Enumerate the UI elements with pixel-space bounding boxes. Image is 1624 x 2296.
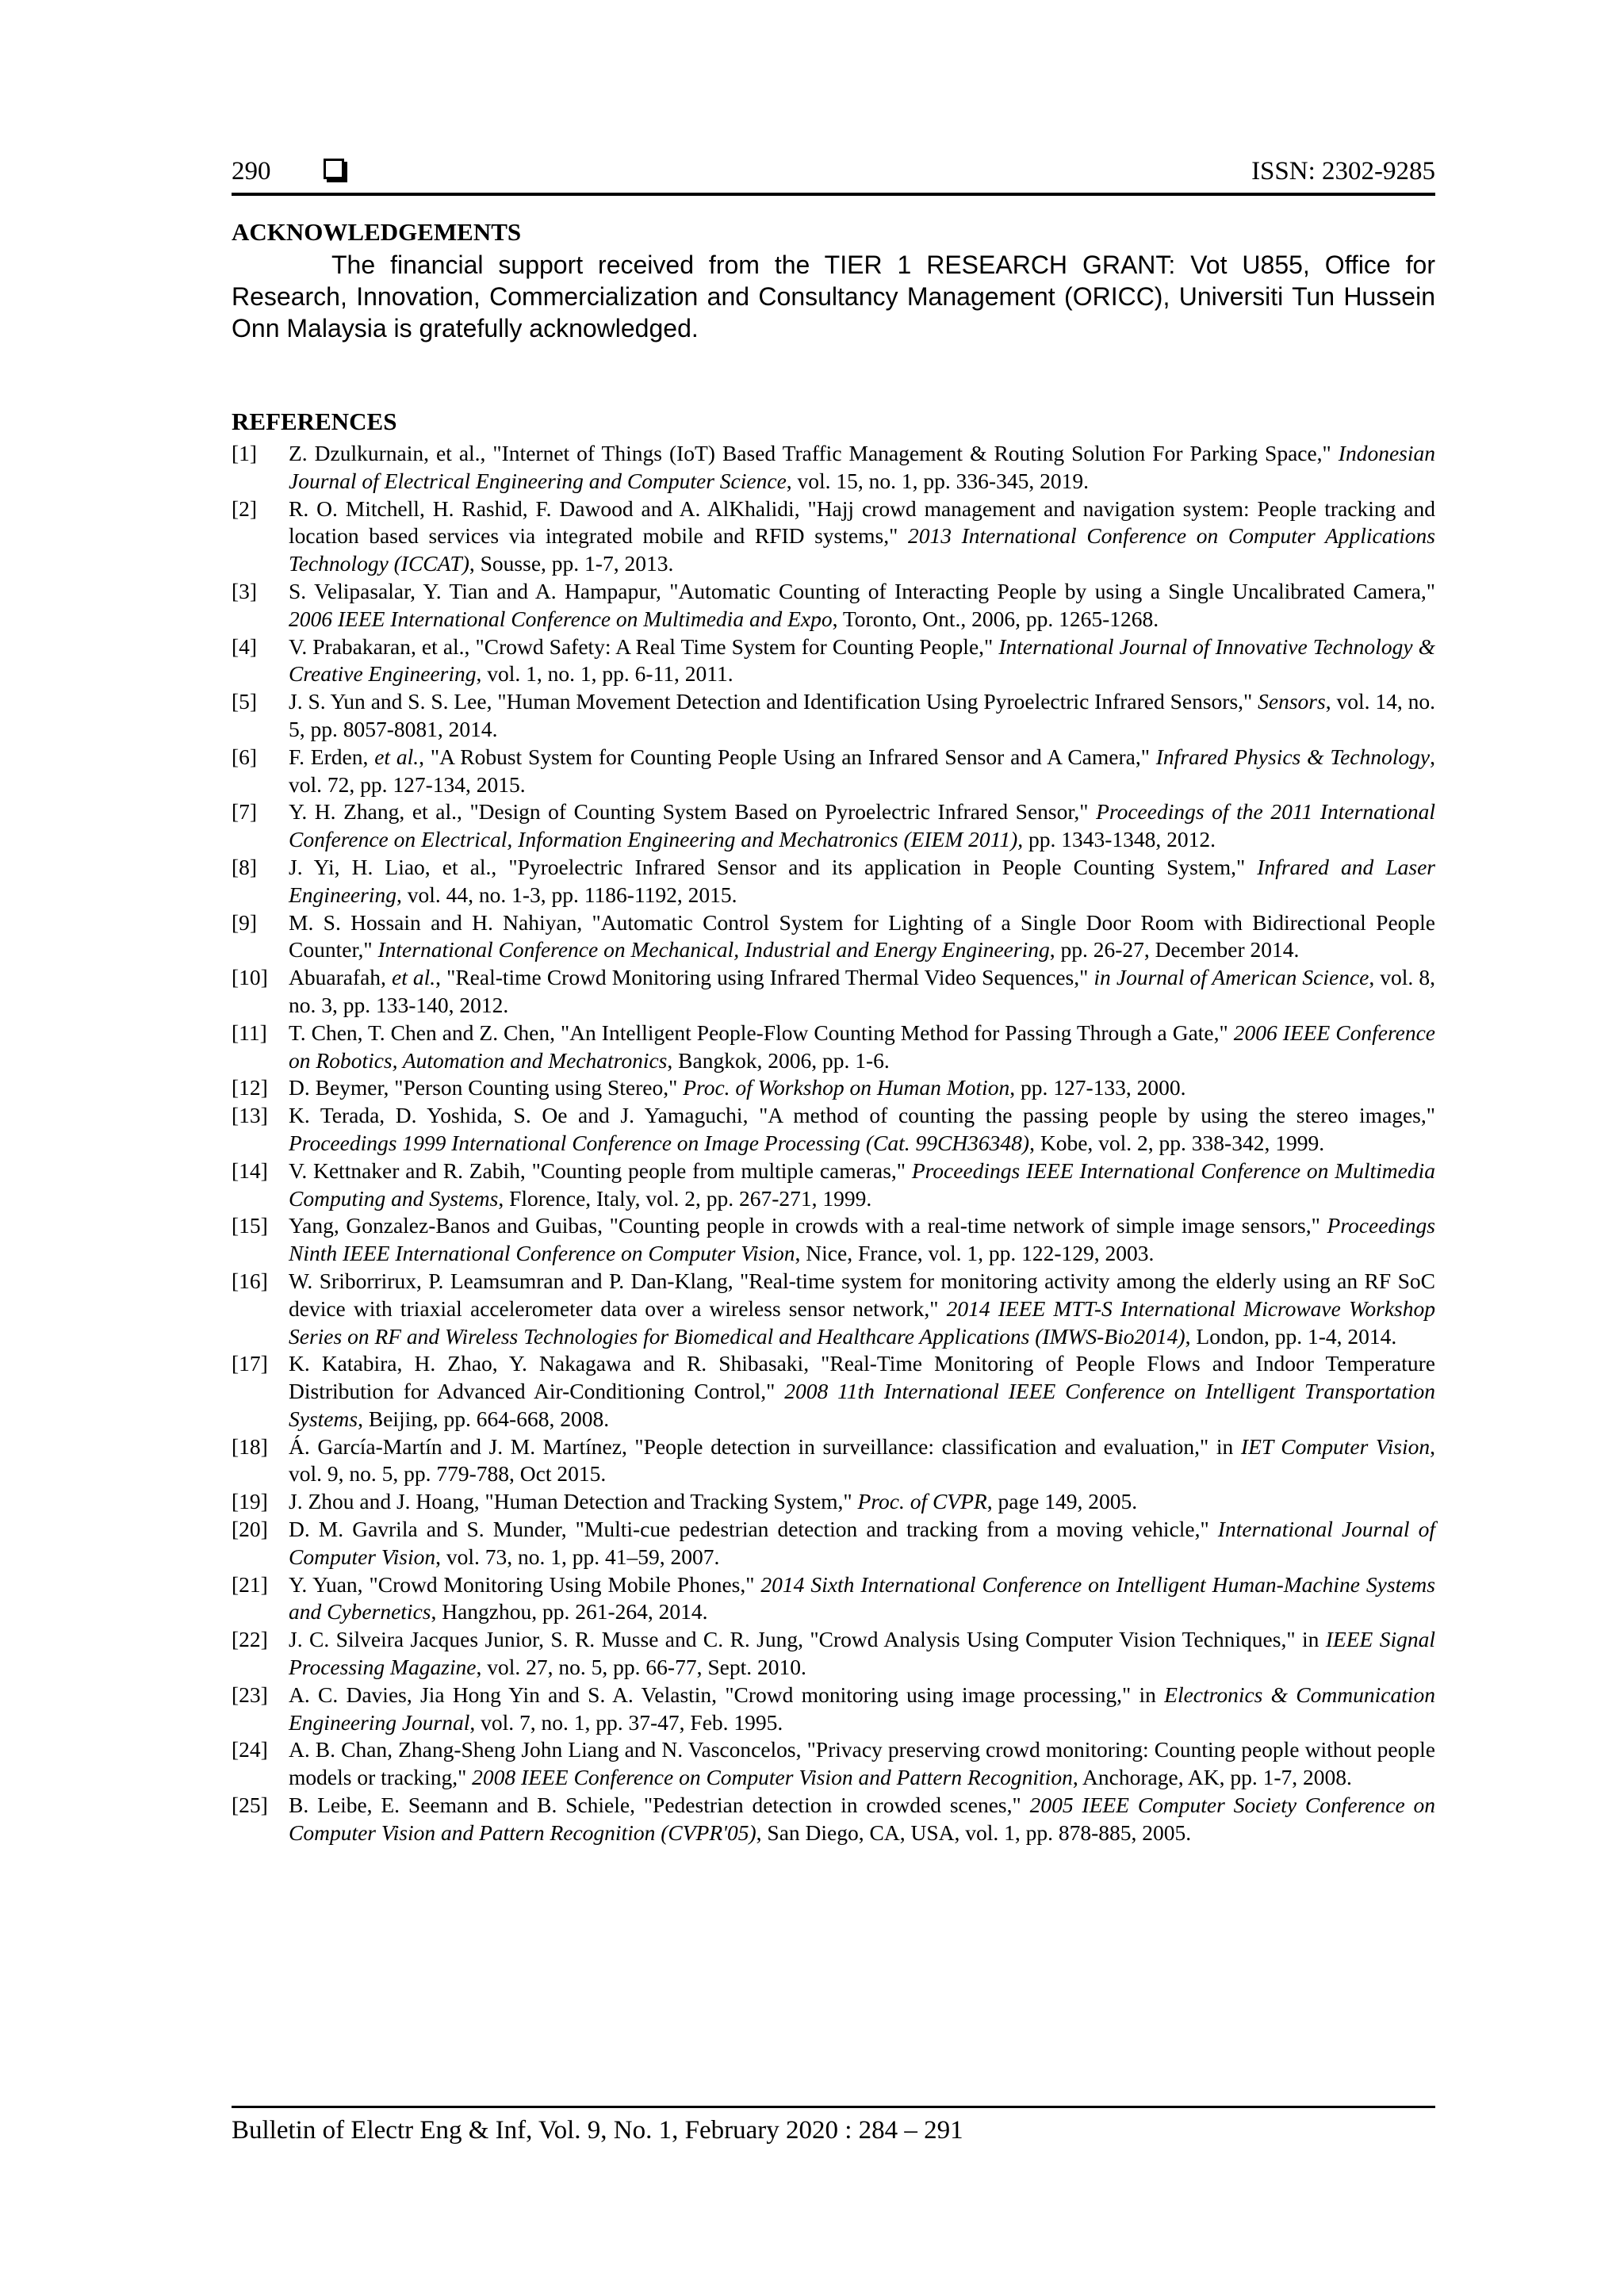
reference-number: [24] bbox=[232, 1737, 268, 1762]
reference-venue: Proc. of Workshop on Human Motion bbox=[683, 1075, 1010, 1100]
reference-authors-title: Yang, Gonzalez-Banos and Guibas, "Counting people in crowds with a real-time network of simple image sensors," bbox=[289, 1213, 1327, 1238]
reference-venue: 2014 IEEE MTT-S International Microwave Workshop Series on RF and Wireless Technologies for Biomedical and Healthcare Applications (IMWS-Bio2014) bbox=[289, 1295, 1435, 1349]
reference-authors-title: B. Leibe, E. Seemann and B. Schiele, "Pedestrian detection in crowded scenes," bbox=[289, 1793, 1030, 1818]
reference-authors-title: Á. García-Martín and J. M. Martínez, "People detection in surveillance: classification and evaluation," in bbox=[289, 1433, 1241, 1459]
reference-item bbox=[232, 1158, 1435, 1213]
reference-venue: Proceedings IEEE International Conference on Multimedia Computing and Systems bbox=[289, 1158, 1435, 1211]
reference-item bbox=[232, 1102, 1435, 1158]
reference-number: [14] bbox=[232, 1158, 268, 1183]
reference-venue: 2006 IEEE International Conference on Multimedia and Expo bbox=[289, 606, 833, 631]
reference-authors-title: W. Sriborrirux, P. Leamsumran and P. Dan-Klang, "Real-time system for monitoring activity among the elderly using an RF SoC device with triaxial accelerometer data over a wireless sensor network," bbox=[289, 1268, 1435, 1321]
reference-etal: et al. bbox=[391, 965, 436, 990]
reference-authors-title: A. C. Davies, Jia Hong Yin and S. A. Velastin, "Crowd monitoring using image processing," in bbox=[289, 1682, 1165, 1707]
reference-venue: 2008 11th International IEEE Conference on Intelligent Transportation Systems bbox=[289, 1379, 1435, 1431]
reference-number: [10] bbox=[232, 965, 268, 990]
reference-venue: Infrared and Laser Engineering bbox=[289, 854, 1435, 907]
reference-number: [8] bbox=[232, 854, 258, 879]
reference-number: [3] bbox=[232, 578, 258, 603]
reference-venue: 2008 IEEE Conference on Computer Vision and Pattern Recognition bbox=[472, 1765, 1073, 1790]
reference-authors-title: V. Prabakaran, et al., "Crowd Safety: A Real Time System for Counting People," bbox=[289, 633, 999, 659]
page-number: 290 bbox=[232, 157, 271, 186]
issn-label: ISSN: 2302-9285 bbox=[1251, 157, 1435, 186]
reference-number: [12] bbox=[232, 1075, 268, 1100]
reference-details: , vol. 15, no. 1, pp. 336-345, 2019. bbox=[786, 468, 1089, 493]
reference-details: , pp. 26-27, December 2014. bbox=[1049, 937, 1300, 962]
reference-details: , London, pp. 1-4, 2014. bbox=[1185, 1323, 1397, 1349]
reference-details: , Florence, Italy, vol. 2, pp. 267-271, 1999. bbox=[498, 1185, 872, 1211]
reference-number: [1] bbox=[232, 441, 258, 465]
reference-venue: International Conference on Mechanical, Industrial and Energy Engineering bbox=[377, 937, 1050, 962]
reference-venue: Proceedings 1999 International Conference on Image Processing (Cat. 99CH36348) bbox=[289, 1130, 1030, 1155]
reference-authors-title: K. Terada, D. Yoshida, S. Oe and J. Yamaguchi, "A method of counting the passing people by using the stereo images," bbox=[289, 1103, 1435, 1128]
reference-item bbox=[232, 1792, 1435, 1847]
reference-number: [19] bbox=[232, 1489, 268, 1514]
reference-item bbox=[232, 1074, 1435, 1102]
reference-item bbox=[232, 1736, 1435, 1792]
reference-authors-title: J. S. Yun and S. S. Lee, "Human Movement Detection and Identification Using Pyroelectric Infrared Sensors," bbox=[289, 689, 1258, 714]
reference-details: , pp. 127-133, 2000. bbox=[1009, 1075, 1186, 1100]
reference-details: , Toronto, Ont., 2006, pp. 1265-1268. bbox=[832, 606, 1159, 631]
acknowledgements-text: The financial support received from the TIER 1 RESEARCH GRANT: Vot U855, Office for Research, Innovation, Commercialization and Consultancy Management (ORICC), Universiti Tun Hussein Onn Malaysia is gratefully acknowledged. bbox=[232, 251, 1435, 342]
reference-venue: Proceedings of the 2011 International Conference on Electrical, Information Engineering and Mechatronics (EIEM 2011), bbox=[289, 799, 1435, 852]
acknowledgements-body bbox=[232, 249, 1435, 344]
references-heading: REFERENCES bbox=[232, 408, 397, 435]
reference-number: [23] bbox=[232, 1682, 268, 1707]
reference-list bbox=[232, 440, 1435, 1847]
reference-number: [22] bbox=[232, 1627, 268, 1652]
reference-details: , Bangkok, 2006, pp. 1-6. bbox=[667, 1047, 890, 1073]
reference-number: [20] bbox=[232, 1517, 268, 1542]
reference-number: [5] bbox=[232, 689, 258, 714]
reference-authors-title: J. Yi, H. Liao, et al., "Pyroelectric Infrared Sensor and its application in People Counting System," bbox=[289, 854, 1258, 879]
reference-details: , vol. 8, no. 3, pp. 133-140, 2012. bbox=[289, 965, 1435, 1017]
reference-number: [17] bbox=[232, 1351, 268, 1376]
footer-rule bbox=[232, 2106, 1435, 2108]
reference-item bbox=[232, 1488, 1435, 1516]
reference-details: , vol. 44, no. 1-3, pp. 1186-1192, 2015. bbox=[396, 882, 737, 907]
reference-details: pp. 1343-1348, 2012. bbox=[1023, 827, 1216, 852]
reference-details: , vol. 7, no. 1, pp. 37-47, Feb. 1995. bbox=[469, 1709, 783, 1735]
reference-venue: Indonesian Journal of Electrical Engineering and Computer Science bbox=[289, 441, 1435, 493]
header-rule bbox=[232, 193, 1435, 196]
reference-details: , vol. 9, no. 5, pp. 779-788, Oct 2015. bbox=[289, 1433, 1435, 1487]
reference-number: [7] bbox=[232, 799, 258, 825]
reference-authors-title: D. M. Gavrila and S. Munder, "Multi-cue pedestrian detection and tracking from a moving vehicle," bbox=[289, 1517, 1218, 1542]
reference-authors-title: T. Chen, T. Chen and Z. Chen, "An Intelligent People-Flow Counting Method for Passing Through a Gate," bbox=[289, 1020, 1234, 1045]
reference-title: , "Real-time Crowd Monitoring using Infrared Thermal Video Sequences," bbox=[435, 965, 1094, 990]
reference-item bbox=[232, 496, 1435, 578]
reference-item bbox=[232, 909, 1435, 965]
reference-authors-title: Y. Yuan, "Crowd Monitoring Using Mobile Phones," bbox=[289, 1571, 761, 1597]
reference-details: , Beijing, pp. 664-668, 2008. bbox=[358, 1406, 610, 1431]
reference-authors-title: Z. Dzulkurnain, et al., "Internet of Things (IoT) Based Traffic Management & Routing Solution For Parking Space," bbox=[289, 441, 1339, 465]
reference-number: [6] bbox=[232, 744, 258, 769]
reference-number: [13] bbox=[232, 1103, 268, 1128]
reference-item bbox=[232, 798, 1435, 854]
reference-venue: International Journal of Innovative Technology & Creative Engineering bbox=[289, 633, 1435, 687]
reference-item bbox=[232, 744, 1435, 799]
reference-details: , Sousse, pp. 1-7, 2013. bbox=[469, 551, 674, 576]
reference-number: [18] bbox=[232, 1433, 268, 1459]
reference-number: [15] bbox=[232, 1213, 268, 1238]
reference-authors-title: Y. H. Zhang, et al., "Design of Counting System Based on Pyroelectric Infrared Sensor," bbox=[289, 799, 1097, 825]
reference-item bbox=[232, 1433, 1435, 1489]
reference-item bbox=[232, 854, 1435, 909]
reference-authors-title: S. Velipasalar, Y. Tian and A. Hampapur, "Automatic Counting of Interacting People by using a Single Uncalibrated Camera," bbox=[289, 578, 1435, 603]
reference-venue: Infrared Physics & Technology bbox=[1155, 744, 1431, 769]
reference-authors-title: J. C. Silveira Jacques Junior, S. R. Musse and C. R. Jung, "Crowd Analysis Using Computer Vision Techniques," in bbox=[289, 1627, 1326, 1652]
reference-details: , Nice, France, vol. 1, pp. 122-129, 2003. bbox=[795, 1241, 1155, 1266]
reference-item bbox=[232, 964, 1435, 1020]
reference-item bbox=[232, 1350, 1435, 1433]
reference-venue: Proc. of CVPR bbox=[857, 1489, 987, 1514]
reference-details: , Hangzhou, pp. 261-264, 2014. bbox=[431, 1599, 708, 1624]
reference-details: , vol. 72, pp. 127-134, 2015. bbox=[289, 744, 1435, 797]
reference-venue: 2014 Sixth International Conference on Intelligent Human-Machine Systems and Cybernetics bbox=[289, 1571, 1435, 1624]
square-bullet-icon bbox=[324, 159, 344, 179]
reference-item bbox=[232, 1212, 1435, 1268]
reference-authors-title: D. Beymer, "Person Counting using Stereo," bbox=[289, 1075, 684, 1100]
reference-venue: 2005 IEEE Computer Society Conference on Computer Vision and Pattern Recognition (CVPR'05) bbox=[289, 1793, 1435, 1845]
reference-venue: 2006 IEEE Conference on Robotics, Automation and Mechatronics bbox=[289, 1020, 1436, 1073]
reference-number: [11] bbox=[232, 1020, 267, 1045]
reference-etal: et al. bbox=[374, 744, 419, 769]
reference-venue: International Journal of Computer Vision bbox=[289, 1517, 1435, 1569]
reference-details: , vol. 27, no. 5, pp. 66-77, Sept. 2010. bbox=[476, 1655, 806, 1680]
reference-venue: Sensors bbox=[1258, 689, 1326, 714]
reference-number: [2] bbox=[232, 496, 258, 521]
reference-item bbox=[232, 633, 1435, 689]
reference-authors-title: A. B. Chan, Zhang-Sheng John Liang and N. Vasconcelos, "Privacy preserving crowd monitoring: Counting people without people models or tracking," bbox=[289, 1737, 1435, 1790]
reference-number: [4] bbox=[232, 633, 258, 659]
reference-details: , San Diego, CA, USA, vol. 1, pp. 878-885, 2005. bbox=[756, 1820, 1192, 1845]
reference-item bbox=[232, 578, 1435, 633]
reference-venue: 2013 International Conference on Computer Applications Technology (ICCAT) bbox=[289, 523, 1435, 576]
reference-item bbox=[232, 440, 1435, 496]
footer-citation: Bulletin of Electr Eng & Inf, Vol. 9, No. 1, February 2020 : 284 – 291 bbox=[232, 2116, 963, 2145]
reference-authors-title: J. Zhou and J. Hoang, "Human Detection and Tracking System," bbox=[289, 1489, 858, 1514]
reference-venue: Electronics & Communication Engineering Journal bbox=[289, 1682, 1435, 1735]
reference-number: [25] bbox=[232, 1793, 268, 1818]
reference-item bbox=[232, 1682, 1435, 1737]
reference-item bbox=[232, 1516, 1435, 1571]
reference-number: [9] bbox=[232, 909, 258, 935]
reference-venue: Proceedings Ninth IEEE International Conference on Computer Vision bbox=[289, 1213, 1435, 1266]
reference-authors-title: K. Katabira, H. Zhao, Y. Nakagawa and R. Shibasaki, "Real-Time Monitoring of People Flows and Indoor Temperature Distribution for Advanced Air-Conditioning Control," bbox=[289, 1351, 1435, 1404]
reference-authors-title: R. O. Mitchell, H. Rashid, F. Dawood and A. AlKhalidi, "Hajj crowd management and navigation system: People tracking and location based services via integrated mobile and RFID systems," bbox=[289, 496, 1435, 549]
reference-details: , Kobe, vol. 2, pp. 338-342, 1999. bbox=[1029, 1130, 1325, 1155]
reference-item bbox=[232, 1020, 1435, 1075]
reference-details: , vol. 1, no. 1, pp. 6-11, 2011. bbox=[476, 661, 733, 687]
reference-number: [21] bbox=[232, 1571, 268, 1597]
reference-authors-title: F. Erden, bbox=[289, 744, 375, 769]
reference-item bbox=[232, 1571, 1435, 1627]
reference-authors-title: V. Kettnaker and R. Zabih, "Counting people from multiple cameras," bbox=[289, 1158, 912, 1183]
reference-item bbox=[232, 1268, 1435, 1350]
reference-details: , Anchorage, AK, pp. 1-7, 2008. bbox=[1072, 1765, 1352, 1790]
reference-venue: IET Computer Vision bbox=[1240, 1433, 1431, 1459]
reference-item bbox=[232, 1626, 1435, 1682]
reference-authors-title: Abuarafah, bbox=[289, 965, 392, 990]
acknowledgements-heading: ACKNOWLEDGEMENTS bbox=[232, 218, 522, 246]
reference-details: , page 149, 2005. bbox=[986, 1489, 1138, 1514]
reference-title: , "A Robust System for Counting People Using an Infrared Sensor and A Camera," bbox=[419, 744, 1156, 769]
reference-details: , vol. 14, no. 5, pp. 8057-8081, 2014. bbox=[289, 689, 1435, 741]
reference-venue: in Journal of American Science bbox=[1094, 965, 1369, 990]
reference-authors-title: M. S. Hossain and H. Nahiyan, "Automatic Control System for Lighting of a Single Door Room with Bidirectional People Counter," bbox=[289, 909, 1435, 962]
reference-number: [16] bbox=[232, 1268, 268, 1293]
reference-details: , vol. 73, no. 1, pp. 41–59, 2007. bbox=[435, 1544, 720, 1569]
reference-item bbox=[232, 688, 1435, 744]
reference-venue: IEEE Signal Processing Magazine bbox=[289, 1627, 1435, 1680]
